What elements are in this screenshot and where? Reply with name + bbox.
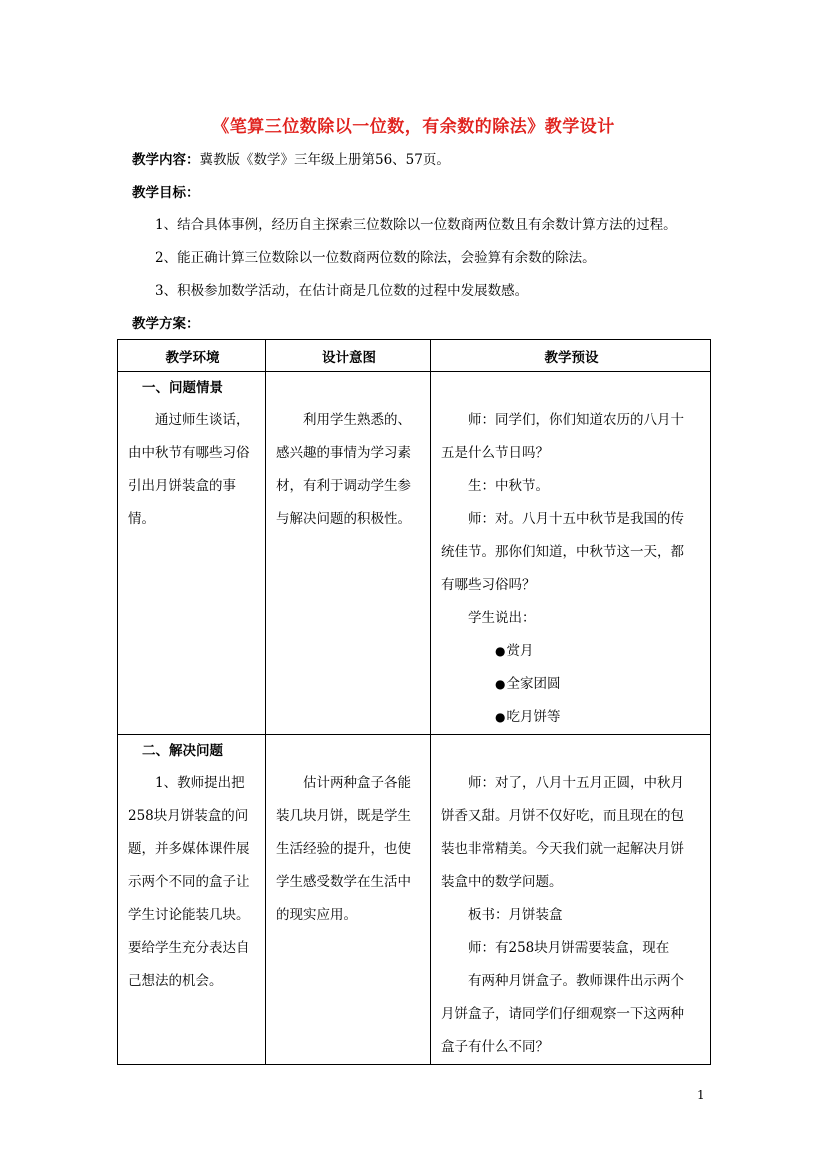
objective-item-1: 1、结合具体事例，经历自主探索三位数除以一位数商两位数且有余数计算方法的过程。: [155, 217, 677, 233]
black-circle-icon: ●: [495, 677, 506, 691]
bullet-list-item: ●赏月: [441, 635, 702, 668]
table-header-row: [118, 340, 711, 372]
objective-item-3: 3、积极参加数学活动，在估计商是几位数的过程中发展数感。: [155, 283, 529, 299]
section2-preset-line: 师：对了，八月十五月正圆，中秋月: [468, 775, 684, 791]
section1-intent-line: 与解决问题的积极性。: [276, 511, 411, 527]
objective-item-2: 2、能正确计算三位数除以一位数商两位数的除法，会验算有余数的除法。: [155, 250, 596, 266]
header-preset: 教学预设: [431, 340, 711, 372]
section2-env-line: 学生讨论能装几块。: [128, 907, 250, 923]
black-circle-icon: ●: [495, 710, 506, 724]
section1-preset-line: 师：对。八月十五中秋节是我国的传: [468, 511, 684, 527]
section1-env-cell: [118, 372, 266, 735]
page-number: 1: [697, 1088, 705, 1102]
section1-env-line: 通过师生谈话，: [155, 412, 250, 428]
header-environment: 教学环境: [118, 340, 266, 372]
plan-label: 教学方案：: [132, 316, 200, 332]
section1-preset-cell: [431, 372, 711, 735]
section2-preset-line: 板书：月饼装盒: [468, 907, 563, 923]
section2-intent-cell: [266, 735, 431, 1065]
section2-preset-line: 盒子有什么不同？: [441, 1039, 549, 1055]
objectives-label: 教学目标：: [132, 185, 200, 201]
section1-intent-cell: [266, 372, 431, 735]
section2-preset-cell: [431, 735, 711, 1065]
section2-preset-line: 月饼盒子，请同学们仔细观察一下这两种: [441, 1006, 684, 1022]
section2-env-line: 1、教师提出把: [155, 775, 245, 791]
section2-preset-line: 饼香又甜。月饼不仅好吃，而且现在的包: [441, 808, 684, 824]
section1-heading: 一、问题情景: [142, 380, 223, 396]
section2-intent-line: 生活经验的提升，也使: [276, 841, 411, 857]
section1-intent-line: 材，有利于调动学生参: [276, 478, 411, 494]
section2-intent-line: 估计两种盒子各能: [303, 775, 411, 791]
section2-preset-line: 装也非常精美。今天我们就一起解决月饼: [441, 841, 684, 857]
section2-intent-line: 装几块月饼，既是学生: [276, 808, 411, 824]
section2-env-line: 题，并多媒体课件展: [128, 841, 250, 857]
black-circle-icon: ●: [495, 644, 506, 658]
lesson-plan-table: [117, 339, 711, 1065]
document-title: 《笔算三位数除以一位数，有余数的除法》教学设计: [212, 117, 615, 137]
section1-intent-line: 感兴趣的事情为学习素: [276, 445, 411, 461]
section2-preset-line: 师：有258块月饼需要装盒，现在: [468, 940, 670, 956]
header-intent: 设计意图: [266, 340, 431, 372]
section1-env-line: 由中秋节有哪些习俗: [128, 445, 250, 461]
section2-env-line: 示两个不同的盒子让: [128, 874, 250, 890]
section1-intent-line: 利用学生熟悉的、: [303, 412, 411, 428]
section2-heading: 二、解决问题: [142, 743, 223, 759]
section2-intent-line: 的现实应用。: [276, 907, 357, 923]
section1-env-line: 引出月饼装盒的事情。: [128, 478, 236, 527]
section2-env-cell: [118, 735, 266, 1065]
section2-env-line: 己想法的机会。: [128, 973, 223, 989]
table-row: [118, 372, 711, 735]
section1-preset-line: 五是什么节日吗？: [441, 445, 549, 461]
bullet-list-item: ●吃月饼等: [441, 701, 702, 734]
section2-env-line: 258块月饼装盒的问: [128, 808, 249, 824]
section2-intent-line: 学生感受数学在生活中: [276, 874, 411, 890]
section1-preset-line: 统佳节。那你们知道，中秋节这一天，都: [441, 544, 684, 560]
section1-preset-line: 生：中秋节。: [468, 478, 549, 494]
section1-preset-line: 学生说出：: [468, 610, 536, 626]
section2-preset-line: 有两种月饼盒子。教师课件出示两个: [468, 973, 684, 989]
bullet-list-item: ●全家团圆: [441, 668, 702, 701]
teaching-content-text: 冀教版《数学》三年级上册第56、57页。: [199, 152, 450, 168]
table-row: [118, 735, 711, 1065]
teaching-content-line: [132, 150, 450, 170]
section1-preset-line: 有哪些习俗吗？: [441, 577, 536, 593]
teaching-content-label: 教学内容：: [132, 152, 200, 168]
section2-env-line: 要给学生充分表达自: [128, 940, 250, 956]
section1-preset-line: 师：同学们，你们知道农历的八月十: [468, 412, 684, 428]
section2-preset-line: 装盒中的数学问题。: [441, 874, 563, 890]
